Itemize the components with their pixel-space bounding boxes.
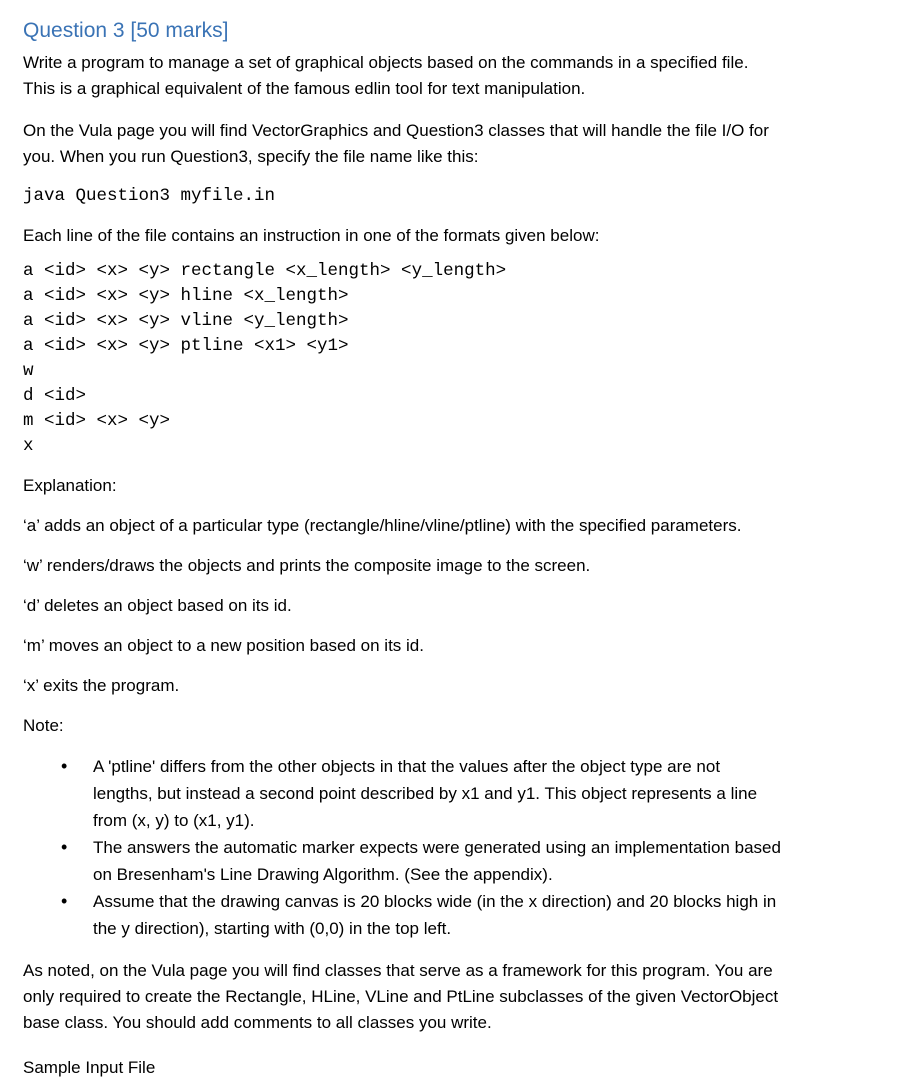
note-line: the y direction), starting with (0,0) in the top left. xyxy=(93,919,452,938)
document-page xyxy=(23,18,883,1036)
notes-list xyxy=(23,753,883,942)
bullet-icon: • xyxy=(61,756,68,776)
vula-line-2: you. When you run Question3, specify the file name like this: xyxy=(23,147,479,166)
note-line: lengths, but instead a second point described by x1 and y1. This object represents a line xyxy=(93,784,758,803)
explanation-d: ‘d’ deletes an object based on its id. xyxy=(23,596,292,615)
format-line: a <id> <x> <y> hline <x_length> xyxy=(23,286,349,306)
note-item xyxy=(61,834,883,888)
format-line: w xyxy=(23,361,34,381)
note-line: A 'ptline' differs from the other objects in that the values after the object type are not xyxy=(93,757,721,776)
format-line: x xyxy=(23,436,34,456)
note-line: on Bresenham's Line Drawing Algorithm. (See the appendix). xyxy=(93,865,553,884)
explanation-m: ‘m’ moves an object to a new position based on its id. xyxy=(23,636,424,655)
cut-off-heading: Sample Input File xyxy=(23,1058,156,1077)
run-command: java Question3 myfile.in xyxy=(23,186,276,206)
note-item xyxy=(61,888,883,942)
vula-line-1: On the Vula page you will find VectorGraphics and Question3 classes that will handle the file I/O for xyxy=(23,121,769,140)
note-line: from (x, y) to (x1, y1). xyxy=(93,811,255,830)
explanation-x: ‘x’ exits the program. xyxy=(23,676,180,695)
intro-line-2: This is a graphical equivalent of the famous edlin tool for text manipulation. xyxy=(23,79,586,98)
explanation-w: ‘w’ renders/draws the objects and prints the composite image to the screen. xyxy=(23,556,591,575)
command-formats xyxy=(23,259,883,459)
format-line: a <id> <x> <y> rectangle <x_length> <y_length> xyxy=(23,261,507,281)
note-label: Note: xyxy=(23,716,64,735)
closing-line-3: base class. You should add comments to all classes you write. xyxy=(23,1013,492,1032)
bullet-icon: • xyxy=(61,837,68,857)
format-line: d <id> xyxy=(23,386,87,406)
closing-line-2: only required to create the Rectangle, HLine, VLine and PtLine subclasses of the given VectorObject xyxy=(23,987,779,1006)
explanation-label: Explanation: xyxy=(23,476,117,495)
format-line: a <id> <x> <y> vline <y_length> xyxy=(23,311,349,331)
bullet-icon: • xyxy=(61,891,68,911)
note-line: Assume that the drawing canvas is 20 blocks wide (in the x direction) and 20 blocks high in xyxy=(93,892,777,911)
note-line: The answers the automatic marker expects were generated using an implementation based xyxy=(93,838,781,857)
note-item xyxy=(61,753,883,834)
formats-intro: Each line of the file contains an instruction in one of the formats given below: xyxy=(23,226,600,245)
format-line: m <id> <x> <y> xyxy=(23,411,171,431)
question-heading: Question 3 [50 marks] xyxy=(23,19,229,42)
format-line: a <id> <x> <y> ptline <x1> <y1> xyxy=(23,336,349,356)
closing-line-1: As noted, on the Vula page you will find classes that serve as a framework for this program. You are xyxy=(23,961,773,980)
intro-line-1: Write a program to manage a set of graphical objects based on the commands in a specified file. xyxy=(23,53,749,72)
explanation-a: ‘a’ adds an object of a particular type (rectangle/hline/vline/ptline) with the specified parameters. xyxy=(23,516,742,535)
